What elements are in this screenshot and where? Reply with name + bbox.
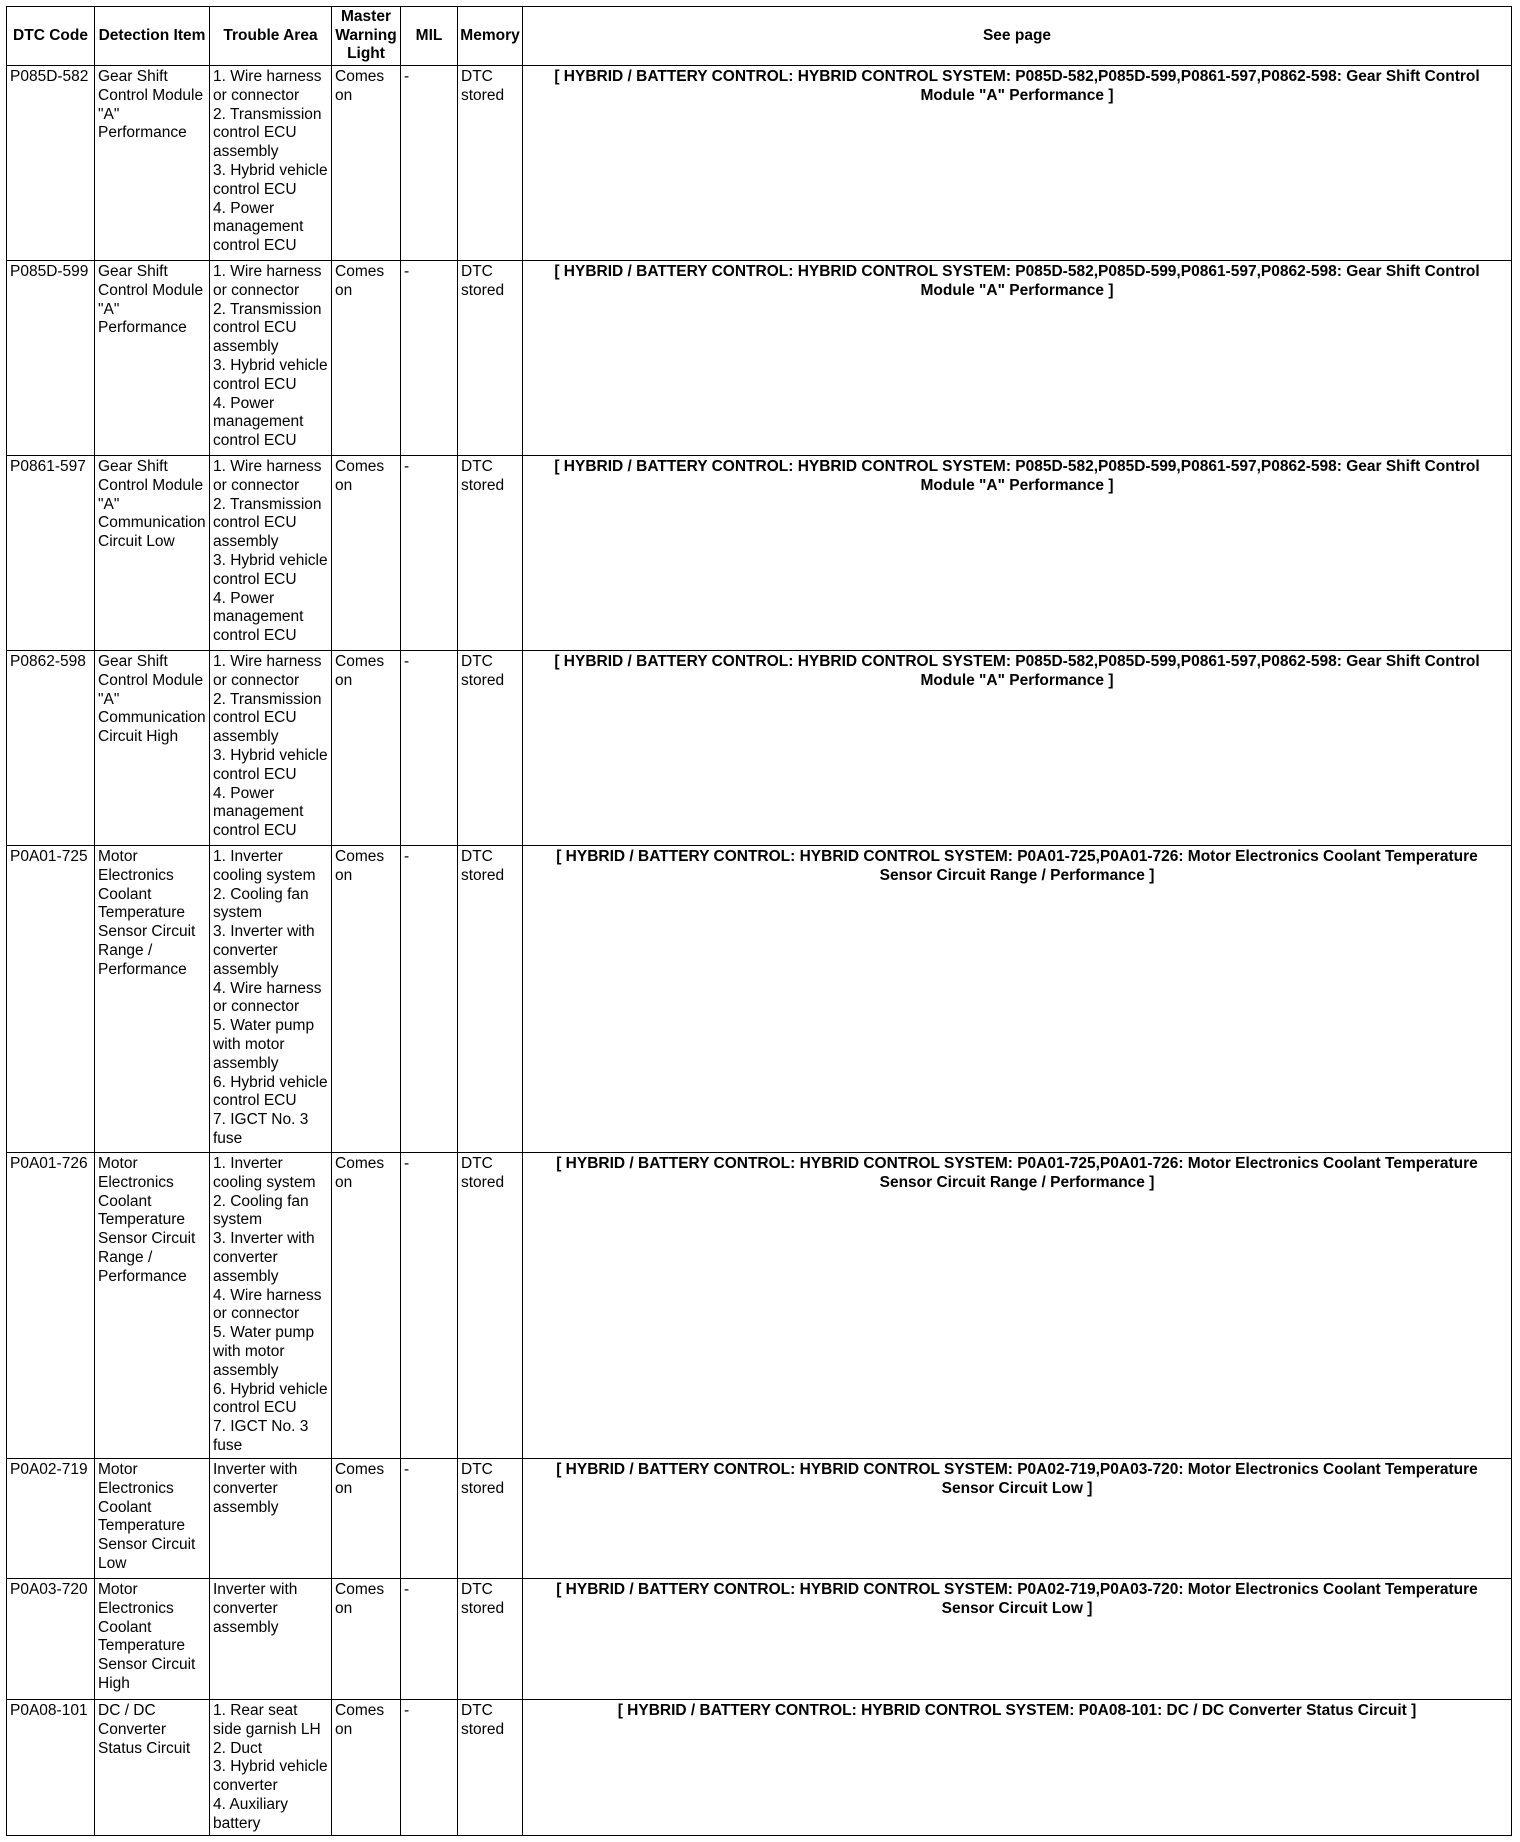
trouble-area-item: 2. Cooling fan system — [213, 885, 309, 922]
memory-cell: DTC stored — [458, 1700, 523, 1836]
trouble-area-item: 4. Power management control ECU — [213, 784, 304, 840]
mil-cell: - — [401, 66, 458, 261]
detection-item-cell: DC / DC Converter Status Circuit — [95, 1700, 210, 1836]
trouble-area-item: 7. IGCT No. 3 fuse — [213, 1418, 309, 1454]
see-page-link[interactable]: [ HYBRID / BATTERY CONTROL: HYBRID CONTROL SYSTEM: P085D-582,P085D-599,P0861-597,P0862-598: Gear Shift Control Module "A" Performance ] — [523, 66, 1512, 261]
trouble-area-item: Inverter with converter assembly — [213, 1581, 298, 1636]
trouble-area-item: 1. Inverter cooling system — [213, 848, 316, 884]
trouble-area-cell — [210, 846, 332, 1153]
trouble-area-item: 7. IGCT No. 3 fuse — [213, 1111, 309, 1147]
header-trouble-area: Trouble Area — [210, 7, 332, 66]
trouble-area-item: 3. Hybrid vehicle control ECU — [213, 356, 328, 393]
table-row — [7, 456, 1512, 651]
mil-cell: - — [401, 1459, 458, 1579]
see-page-link[interactable]: [ HYBRID / BATTERY CONTROL: HYBRID CONTROL SYSTEM: P0A01-725,P0A01-726: Motor Electronics Coolant Temperature Sensor Circuit Range / Performance ] — [523, 846, 1512, 1153]
mil-cell: - — [401, 261, 458, 456]
trouble-area-item: 1. Wire harness or connector — [213, 68, 322, 104]
dtc-code-cell: P0A01-726 — [7, 1153, 95, 1459]
mil-cell: - — [401, 846, 458, 1153]
header-detection-item: Detection Item — [95, 7, 210, 66]
memory-cell: DTC stored — [458, 1579, 523, 1700]
see-page-link[interactable]: [ HYBRID / BATTERY CONTROL: HYBRID CONTROL SYSTEM: P085D-582,P085D-599,P0861-597,P0862-598: Gear Shift Control Module "A" Performance ] — [523, 261, 1512, 456]
mil-cell: - — [401, 651, 458, 846]
mil-cell: - — [401, 1579, 458, 1700]
table-row — [7, 261, 1512, 456]
master-warning-cell: Comes on — [332, 651, 401, 846]
trouble-area-item: 4. Auxiliary battery — [213, 1795, 288, 1832]
detection-item-cell: Gear Shift Control Module "A" Performance — [95, 261, 210, 456]
master-warning-cell: Comes on — [332, 1700, 401, 1836]
see-page-link[interactable]: [ HYBRID / BATTERY CONTROL: HYBRID CONTROL SYSTEM: P0A02-719,P0A03-720: Motor Electronics Coolant Temperature Sensor Circuit Low ] — [523, 1459, 1512, 1579]
table-row — [7, 1579, 1512, 1700]
trouble-area-cell — [210, 651, 332, 846]
trouble-area-item: 2. Transmission control ECU assembly — [213, 495, 322, 551]
dtc-code-cell: P0A01-725 — [7, 846, 95, 1153]
dtc-table — [6, 6, 1512, 1836]
dtc-code-cell: P0A02-719 — [7, 1459, 95, 1579]
table-row — [7, 1153, 1512, 1459]
table-row — [7, 846, 1512, 1153]
header-see-page: See page — [523, 7, 1512, 66]
dtc-code-cell: P085D-582 — [7, 66, 95, 261]
detection-item-cell: Gear Shift Control Module "A" Performance — [95, 66, 210, 261]
detection-item-cell: Gear Shift Control Module "A" Communication Circuit High — [95, 651, 210, 846]
detection-item-cell: Motor Electronics Coolant Temperature Sensor Circuit High — [95, 1579, 210, 1700]
trouble-area-item: 3. Inverter with converter assembly — [213, 923, 315, 978]
memory-cell: DTC stored — [458, 651, 523, 846]
trouble-area-item: 4. Wire harness or connector — [213, 1286, 322, 1323]
trouble-area-item: 3. Hybrid vehicle control ECU — [213, 161, 328, 198]
trouble-area-item: 2. Cooling fan system — [213, 1192, 309, 1229]
see-page-link[interactable]: [ HYBRID / BATTERY CONTROL: HYBRID CONTROL SYSTEM: P085D-582,P085D-599,P0861-597,P0862-598: Gear Shift Control Module "A" Performance ] — [523, 651, 1512, 846]
trouble-area-item: 4. Wire harness or connector — [213, 979, 322, 1016]
header-dtc-code: DTC Code — [7, 7, 95, 66]
trouble-area-item: 3. Hybrid vehicle converter — [213, 1758, 328, 1795]
master-warning-cell: Comes on — [332, 66, 401, 261]
mil-cell: - — [401, 1700, 458, 1836]
memory-cell: DTC stored — [458, 261, 523, 456]
trouble-area-item: 3. Inverter with converter assembly — [213, 1230, 315, 1285]
trouble-area-cell — [210, 261, 332, 456]
trouble-area-item: 1. Inverter cooling system — [213, 1155, 316, 1191]
dtc-code-cell: P0862-598 — [7, 651, 95, 846]
mil-cell: - — [401, 456, 458, 651]
trouble-area-item: 4. Power management control ECU — [213, 199, 304, 255]
memory-cell: DTC stored — [458, 1153, 523, 1459]
see-page-link[interactable]: [ HYBRID / BATTERY CONTROL: HYBRID CONTROL SYSTEM: P085D-582,P085D-599,P0861-597,P0862-598: Gear Shift Control Module "A" Performance ] — [523, 456, 1512, 651]
see-page-link[interactable]: [ HYBRID / BATTERY CONTROL: HYBRID CONTROL SYSTEM: P0A08-101: DC / DC Converter Status Circuit ] — [523, 1700, 1512, 1836]
dtc-code-cell: P085D-599 — [7, 261, 95, 456]
header-master-warning-light: Master Warning Light — [332, 7, 401, 66]
master-warning-cell: Comes on — [332, 261, 401, 456]
trouble-area-cell — [210, 1700, 332, 1836]
master-warning-cell: Comes on — [332, 846, 401, 1153]
trouble-area-item: 3. Hybrid vehicle control ECU — [213, 746, 328, 783]
trouble-area-item: 1. Rear seat side garnish LH — [213, 1702, 321, 1738]
table-row — [7, 1700, 1512, 1836]
detection-item-cell: Motor Electronics Coolant Temperature Sensor Circuit Range / Performance — [95, 1153, 210, 1459]
detection-item-cell: Gear Shift Control Module "A" Communication Circuit Low — [95, 456, 210, 651]
trouble-area-cell — [210, 456, 332, 651]
trouble-area-item: 5. Water pump with motor assembly — [213, 1017, 315, 1072]
dtc-code-cell: P0A03-720 — [7, 1579, 95, 1700]
memory-cell: DTC stored — [458, 1459, 523, 1579]
master-warning-cell: Comes on — [332, 1579, 401, 1700]
trouble-area-cell — [210, 1153, 332, 1459]
see-page-link[interactable]: [ HYBRID / BATTERY CONTROL: HYBRID CONTROL SYSTEM: P0A01-725,P0A01-726: Motor Electronics Coolant Temperature Sensor Circuit Range / Performance ] — [523, 1153, 1512, 1459]
detection-item-cell: Motor Electronics Coolant Temperature Sensor Circuit Range / Performance — [95, 846, 210, 1153]
header-mil: MIL — [401, 7, 458, 66]
trouble-area-item: 3. Hybrid vehicle control ECU — [213, 551, 328, 588]
trouble-area-item: 4. Power management control ECU — [213, 394, 304, 450]
trouble-area-item: 2. Duct — [213, 1739, 263, 1757]
memory-cell: DTC stored — [458, 456, 523, 651]
trouble-area-cell — [210, 1579, 332, 1700]
master-warning-cell: Comes on — [332, 1153, 401, 1459]
see-page-link[interactable]: [ HYBRID / BATTERY CONTROL: HYBRID CONTROL SYSTEM: P0A02-719,P0A03-720: Motor Electronics Coolant Temperature Sensor Circuit Low ] — [523, 1579, 1512, 1700]
trouble-area-item: 2. Transmission control ECU assembly — [213, 105, 322, 161]
memory-cell: DTC stored — [458, 66, 523, 261]
master-warning-cell: Comes on — [332, 1459, 401, 1579]
mil-cell: - — [401, 1153, 458, 1459]
header-memory: Memory — [458, 7, 523, 66]
master-warning-cell: Comes on — [332, 456, 401, 651]
trouble-area-item: 1. Wire harness or connector — [213, 458, 322, 494]
trouble-area-item: 1. Wire harness or connector — [213, 263, 322, 299]
trouble-area-item: Inverter with converter assembly — [213, 1461, 298, 1516]
dtc-code-cell: P0861-597 — [7, 456, 95, 651]
dtc-code-cell: P0A08-101 — [7, 1700, 95, 1836]
trouble-area-item: 6. Hybrid vehicle control ECU — [213, 1380, 328, 1417]
trouble-area-cell — [210, 1459, 332, 1579]
trouble-area-item: 6. Hybrid vehicle control ECU — [213, 1073, 328, 1110]
trouble-area-cell — [210, 66, 332, 261]
trouble-area-item: 2. Transmission control ECU assembly — [213, 690, 322, 746]
trouble-area-item: 4. Power management control ECU — [213, 589, 304, 645]
table-row — [7, 651, 1512, 846]
trouble-area-item: 1. Wire harness or connector — [213, 653, 322, 689]
table-row — [7, 1459, 1512, 1579]
trouble-area-item: 5. Water pump with motor assembly — [213, 1324, 315, 1379]
table-row — [7, 66, 1512, 261]
header-row — [7, 7, 1512, 66]
detection-item-cell: Motor Electronics Coolant Temperature Sensor Circuit Low — [95, 1459, 210, 1579]
memory-cell: DTC stored — [458, 846, 523, 1153]
trouble-area-item: 2. Transmission control ECU assembly — [213, 300, 322, 356]
